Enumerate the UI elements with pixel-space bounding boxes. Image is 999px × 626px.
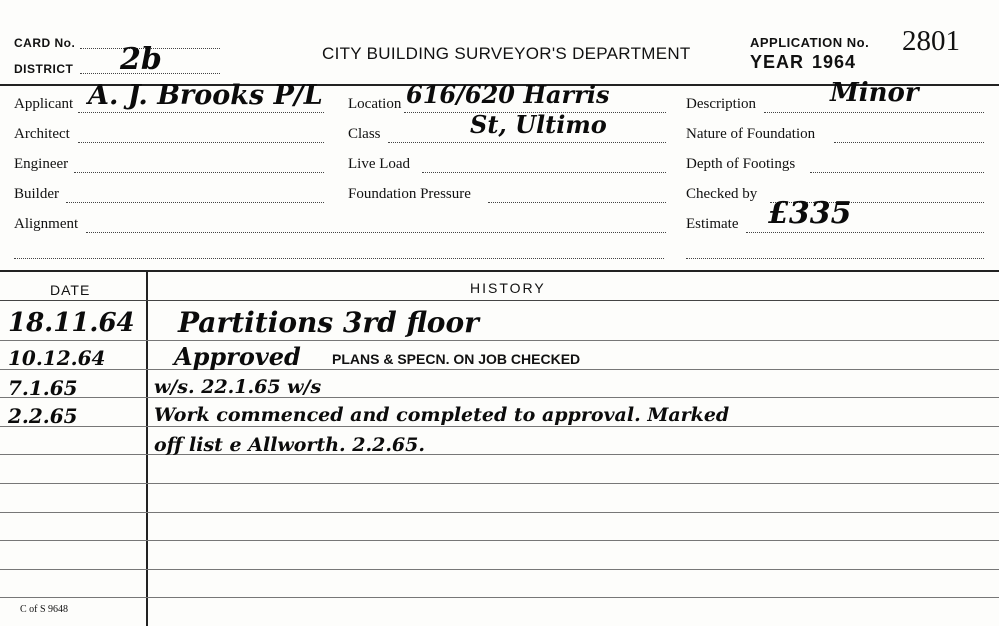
description-value: Minor <box>830 78 919 108</box>
class-label: Class <box>348 126 381 142</box>
history-ruled-line <box>0 397 999 398</box>
location-value-2: St, Ultimo <box>470 110 607 139</box>
year-label: YEAR <box>750 52 805 72</box>
depth-line <box>810 172 984 173</box>
class-line <box>388 142 666 143</box>
description-line <box>764 112 984 113</box>
alignment-line <box>86 232 666 233</box>
history-header-rule <box>0 300 999 301</box>
nature-label: Nature of Foundation <box>686 126 816 142</box>
architect-line <box>78 142 324 143</box>
history-date: 7.1.65 <box>8 376 78 400</box>
form-code: C of S 9648 <box>20 604 69 615</box>
foundation-pressure-label: Foundation Pressure <box>348 186 471 202</box>
district-value: 2b <box>120 42 162 77</box>
engineer-line <box>74 172 324 173</box>
alignment-label: Alignment <box>14 216 79 232</box>
application-label: APPLICATION No. <box>750 35 870 50</box>
history-header: HISTORY <box>470 280 546 296</box>
year-value: 1964 <box>812 52 857 72</box>
history-ruled-line <box>0 369 999 370</box>
history-ruled-line <box>0 540 999 541</box>
department-title: CITY BUILDING SURVEYOR'S DEPARTMENT <box>322 44 691 63</box>
history-date: 18.11.64 <box>8 308 135 338</box>
live-load-line <box>422 172 666 173</box>
history-text: Approved <box>174 342 301 371</box>
history-text: Work commenced and completed to approval. Marked <box>154 404 730 426</box>
history-ruled-line <box>0 512 999 513</box>
history-ruled-line <box>0 426 999 427</box>
foundation-pressure-line <box>488 202 666 203</box>
location-label: Location <box>348 96 402 112</box>
history-ruled-line <box>0 597 999 598</box>
estimate-label: Estimate <box>686 216 739 232</box>
history-ruled-line <box>0 569 999 570</box>
history-date: 10.12.64 <box>8 346 106 370</box>
estimate-line <box>746 232 984 233</box>
history-divider <box>146 272 148 626</box>
depth-label: Depth of Footings <box>686 156 796 172</box>
extra-line <box>14 258 664 259</box>
history-text: Partitions 3rd floor <box>178 306 479 339</box>
history-ruled-line <box>0 340 999 341</box>
live-load-label: Live Load <box>348 156 411 172</box>
history-date: 2.2.65 <box>8 404 78 428</box>
extra-line-2 <box>686 258 984 259</box>
builder-line <box>66 202 324 203</box>
applicant-line <box>78 112 324 113</box>
applicant-label: Applicant <box>14 96 74 112</box>
history-text: off list e Allworth. 2.2.65. <box>154 434 425 456</box>
district-label: DISTRICT <box>14 62 74 76</box>
history-ruled-line <box>0 483 999 484</box>
description-label: Description <box>686 96 756 112</box>
card-no-label: CARD No. <box>14 36 76 50</box>
architect-label: Architect <box>14 126 70 142</box>
applicant-value: A. J. Brooks P/L <box>88 80 323 111</box>
builder-label: Builder <box>14 186 59 202</box>
location-value-1: 616/620 Harris <box>406 80 610 109</box>
date-header: DATE <box>50 282 91 298</box>
estimate-value: £335 <box>768 196 852 231</box>
history-text: w/s. 22.1.65 w/s <box>154 376 322 398</box>
application-value: 2801 <box>902 25 960 57</box>
history-ruled-line <box>0 454 999 455</box>
history-stamp: PLANS & SPECN. ON JOB CHECKED <box>332 351 581 367</box>
checked-label: Checked by <box>686 186 758 202</box>
history-top-rule <box>0 270 999 272</box>
engineer-label: Engineer <box>14 156 69 172</box>
nature-line <box>834 142 984 143</box>
